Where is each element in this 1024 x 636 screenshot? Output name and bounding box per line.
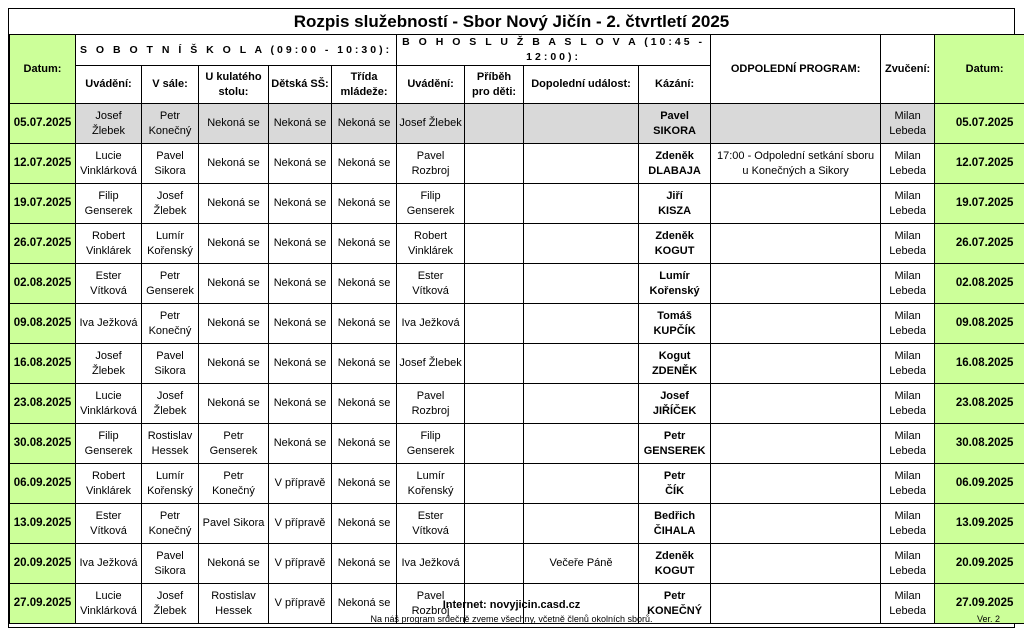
bs-story-cell [465,264,524,304]
ss-round-table-cell: Nekoná se [199,304,269,344]
date-header-right: Datum: [935,35,1024,104]
ss-usher-header: Uvádění: [76,66,142,104]
bs-story-cell [465,184,524,224]
ss-usher-cell: Josef Žlebek [76,104,142,144]
afternoon-program-cell [711,464,881,504]
bs-event-cell [524,144,639,184]
ss-round-table-cell: Petr Genserek [199,424,269,464]
table-row [10,104,1024,144]
ss-usher-cell: Lucie Vinklárková [76,144,142,184]
ss-usher-cell: Robert Vinklárek [76,464,142,504]
sound-header: Zvučení: [881,35,935,104]
ss-kids-cell: Nekoná se [269,144,332,184]
ss-round-table-cell: Nekoná se [199,344,269,384]
bs-usher-cell: Filip Genserek [397,424,465,464]
bs-sermon-cell [639,184,711,224]
preacher-last-name: DLABAJA [648,164,701,177]
ss-kids-cell: V přípravě [269,504,332,544]
bs-sermon-cell [639,224,711,264]
sound-cell: Milan Lebeda [881,544,935,584]
date-cell-left: 23.08.2025 [10,384,76,424]
table-row [10,144,1024,184]
date-cell-right: 19.07.2025 [935,184,1024,224]
sound-cell: Milan Lebeda [881,344,935,384]
bs-usher-cell: Lumír Kořenský [397,464,465,504]
preacher-first-name: Zdeněk [655,549,694,562]
preacher-last-name: KOGUT [654,244,695,257]
preacher-first-name: Petr [663,429,686,442]
bs-usher-cell: Filip Genserek [397,184,465,224]
table-row [10,384,1024,424]
worship-service-header: B O H O S L U Ž B A S L O V A (10:45 - 12:00): [397,35,711,66]
bs-event-cell [524,304,639,344]
bs-usher-cell: Robert Vinklárek [397,224,465,264]
bs-sermon-cell [639,304,711,344]
date-cell-left: 12.07.2025 [10,144,76,184]
ss-kids-cell: Nekoná se [269,224,332,264]
table-row [10,304,1024,344]
ss-usher-cell: Iva Ježková [76,304,142,344]
date-cell-right: 30.08.2025 [935,424,1024,464]
bs-usher-cell: Ester Vítková [397,264,465,304]
ss-youth-cell: Nekoná se [332,544,397,584]
ss-kids-cell: Nekoná se [269,344,332,384]
preacher-last-name: KONEČNÝ [647,604,703,617]
bs-usher-cell: Josef Žlebek [397,344,465,384]
ss-hall-cell: Petr Konečný [142,304,199,344]
preacher-last-name: KUPČÍK [653,324,696,337]
bs-event-cell: Večeře Páně [524,544,639,584]
afternoon-program-cell [711,104,881,144]
date-cell-right: 26.07.2025 [935,224,1024,264]
bs-story-header: Příběh pro děti: [465,66,524,104]
sabbath-school-header: S O B O T N Í Š K O L A (09:00 - 10:30): [76,35,397,66]
footer [9,598,1014,629]
ss-kids-cell: V přípravě [269,544,332,584]
footer-note: Na náš program srdečně zveme všechny, včetně členů okolních sborů. [370,614,653,624]
table-row [10,464,1024,504]
ss-youth-cell: Nekoná se [332,264,397,304]
date-cell-left: 19.07.2025 [10,184,76,224]
bs-story-cell [465,544,524,584]
schedule-body [10,35,1024,624]
bs-usher-cell: Iva Ježková [397,304,465,344]
bs-event-cell [524,224,639,264]
sound-cell: Milan Lebeda [881,304,935,344]
section-header-row [10,35,1024,66]
table-row [10,344,1024,384]
ss-kids-cell: Nekoná se [269,304,332,344]
ss-youth-header: Třída mládeže: [332,66,397,104]
schedule-table [9,34,1024,624]
ss-kids-cell: Nekoná se [269,184,332,224]
date-cell-left: 30.08.2025 [10,424,76,464]
ss-hall-cell: Josef Žlebek [142,584,199,624]
ss-round-table-cell: Petr Konečný [199,464,269,504]
bs-story-cell [465,384,524,424]
sound-cell: Milan Lebeda [881,104,935,144]
ss-youth-cell: Nekoná se [332,104,397,144]
date-cell-right: 12.07.2025 [935,144,1024,184]
bs-sermon-cell [639,264,711,304]
footer-internet: Internet: novyjicin.casd.cz [442,599,581,611]
bs-event-header: Dopolední událost: [524,66,639,104]
bs-sermon-cell [639,424,711,464]
table-row [10,264,1024,304]
ss-usher-cell: Josef Žlebek [76,344,142,384]
ss-round-table-cell: Nekoná se [199,224,269,264]
date-cell-left: 05.07.2025 [10,104,76,144]
ss-round-table-cell: Nekoná se [199,144,269,184]
bs-sermon-cell [639,144,711,184]
ss-usher-cell: Iva Ježková [76,544,142,584]
preacher-last-name: ČIHALA [653,524,696,537]
bs-event-cell [524,504,639,544]
date-cell-right: 27.09.2025 [935,584,1024,624]
date-cell-right: 05.07.2025 [935,104,1024,144]
date-cell-left: 20.09.2025 [10,544,76,584]
ss-youth-cell: Nekoná se [332,224,397,264]
sound-cell: Milan Lebeda [881,504,935,544]
preacher-first-name: Jiří [666,189,683,202]
ss-hall-cell: Lumír Kořenský [142,224,199,264]
ss-hall-cell: Petr Genserek [142,264,199,304]
ss-hall-cell: Petr Konečný [142,104,199,144]
ss-youth-cell: Nekoná se [332,144,397,184]
preacher-first-name: Zdeněk [655,229,694,242]
ss-round-table-cell: Nekoná se [199,104,269,144]
bs-story-cell [465,224,524,264]
ss-hall-cell: Rostislav Hessek [142,424,199,464]
ss-kids-cell: V přípravě [269,464,332,504]
date-cell-right: 20.09.2025 [935,544,1024,584]
ss-youth-cell: Nekoná se [332,304,397,344]
preacher-first-name: Josef [660,389,689,402]
ss-youth-cell: Nekoná se [332,504,397,544]
bs-event-cell [524,464,639,504]
date-cell-left: 16.08.2025 [10,344,76,384]
preacher-first-name: Petr [663,469,686,482]
preacher-first-name: Tomáš [657,309,692,322]
afternoon-program-cell [711,344,881,384]
table-row [10,504,1024,544]
bs-event-cell [524,344,639,384]
afternoon-program-cell [711,304,881,344]
ss-hall-cell: Josef Žlebek [142,184,199,224]
ss-usher-cell: Robert Vinklárek [76,224,142,264]
ss-hall-cell: Petr Konečný [142,504,199,544]
bs-usher-cell: Pavel Rozbroj [397,384,465,424]
bs-story-cell [465,104,524,144]
bs-usher-header: Uvádění: [397,66,465,104]
afternoon-program-cell [711,184,881,224]
date-cell-right: 02.08.2025 [935,264,1024,304]
ss-round-table-cell: Nekoná se [199,264,269,304]
sound-cell: Milan Lebeda [881,144,935,184]
preacher-last-name: GENSEREK [643,444,706,457]
sound-cell: Milan Lebeda [881,184,935,224]
ss-usher-cell: Ester Vítková [76,504,142,544]
bs-story-cell [465,504,524,544]
bs-usher-cell: Josef Žlebek [397,104,465,144]
bs-sermon-cell [639,104,711,144]
bs-sermon-cell [639,504,711,544]
date-cell-left: 13.09.2025 [10,504,76,544]
afternoon-program-cell [711,544,881,584]
ss-round-table-cell: Nekoná se [199,384,269,424]
ss-usher-cell: Filip Genserek [76,424,142,464]
ss-hall-cell: Josef Žlebek [142,384,199,424]
table-row [10,424,1024,464]
ss-hall-cell: Pavel Sikora [142,544,199,584]
bs-story-cell [465,424,524,464]
preacher-last-name: ČÍK [665,484,685,497]
ss-kids-cell: V přípravě [269,584,332,624]
ss-youth-cell: Nekoná se [332,584,397,624]
ss-usher-cell: Lucie Vinklárková [76,584,142,624]
bs-story-cell [465,344,524,384]
ss-round-table-cell: Nekoná se [199,184,269,224]
preacher-first-name: Pavel [660,109,689,122]
bs-usher-cell: Pavel Rozbroj [397,584,465,624]
bs-usher-cell: Pavel Rozbroj [397,144,465,184]
ss-youth-cell: Nekoná se [332,424,397,464]
bs-usher-cell: Iva Ježková [397,544,465,584]
ss-round-table-cell: Nekoná se [199,544,269,584]
ss-usher-cell: Lucie Vinklárková [76,384,142,424]
date-cell-left: 09.08.2025 [10,304,76,344]
preacher-last-name: Kořenský [649,284,700,297]
date-cell-right: 06.09.2025 [935,464,1024,504]
ss-hall-cell: Lumír Kořenský [142,464,199,504]
sound-cell: Milan Lebeda [881,224,935,264]
bs-sermon-cell [639,344,711,384]
page-title: Rozpis služebností - Sbor Nový Jičín - 2. čtvrtletí 2025 [9,9,1014,35]
table-row [10,544,1024,584]
ss-kids-header: Dětská SŠ: [269,66,332,104]
ss-hall-cell: Pavel Sikora [142,144,199,184]
bs-sermon-cell [639,544,711,584]
sound-cell: Milan Lebeda [881,264,935,304]
preacher-last-name: KOGUT [654,564,695,577]
ss-round-table-header: U kulatého stolu: [199,66,269,104]
sound-cell: Milan Lebeda [881,424,935,464]
afternoon-program-cell: 17:00 - Odpolední setkání sboru u Konečných a Sikory [711,144,881,184]
ss-kids-cell: Nekoná se [269,384,332,424]
afternoon-program-header: ODPOLEDNÍ PROGRAM: [711,35,881,104]
date-cell-right: 13.09.2025 [935,504,1024,544]
ss-kids-cell: Nekoná se [269,104,332,144]
bs-usher-cell: Ester Vítková [397,504,465,544]
ss-youth-cell: Nekoná se [332,464,397,504]
bs-story-cell [465,304,524,344]
date-cell-left: 06.09.2025 [10,464,76,504]
ss-round-table-cell: Rostislav Hessek [199,584,269,624]
schedule-sheet [8,8,1015,628]
bs-story-cell [465,464,524,504]
ss-hall-cell: Pavel Sikora [142,344,199,384]
sound-cell: Milan Lebeda [881,584,935,624]
version-label: Ver. 2 [976,614,1000,624]
date-cell-right: 16.08.2025 [935,344,1024,384]
date-cell-left: 02.08.2025 [10,264,76,304]
bs-sermon-header: Kázání: [639,66,711,104]
ss-youth-cell: Nekoná se [332,184,397,224]
date-cell-right: 09.08.2025 [935,304,1024,344]
bs-event-cell [524,184,639,224]
bs-sermon-cell [639,464,711,504]
ss-youth-cell: Nekoná se [332,344,397,384]
ss-youth-cell: Nekoná se [332,384,397,424]
sound-cell: Milan Lebeda [881,384,935,424]
preacher-first-name: Zdeněk [655,149,694,162]
ss-usher-cell: Ester Vítková [76,264,142,304]
ss-usher-cell: Filip Genserek [76,184,142,224]
bs-event-cell [524,384,639,424]
afternoon-program-cell [711,264,881,304]
table-row [10,184,1024,224]
preacher-first-name: Kogut [658,349,691,362]
ss-kids-cell: Nekoná se [269,264,332,304]
date-cell-left: 27.09.2025 [10,584,76,624]
afternoon-program-cell [711,424,881,464]
date-header-left: Datum: [10,35,76,104]
ss-round-table-cell: Pavel Sikora [199,504,269,544]
bs-event-cell [524,264,639,304]
afternoon-program-cell [711,224,881,264]
date-cell-left: 26.07.2025 [10,224,76,264]
ss-hall-header: V sále: [142,66,199,104]
bs-event-cell [524,424,639,464]
bs-sermon-cell [639,384,711,424]
preacher-last-name: KISZA [658,204,692,217]
table-row [10,224,1024,264]
preacher-last-name: JIŘÍČEK [652,404,697,417]
date-cell-right: 23.08.2025 [935,384,1024,424]
preacher-first-name: Petr [663,589,686,602]
preacher-last-name: SIKORA [653,124,696,137]
bs-story-cell [465,144,524,184]
ss-kids-cell: Nekoná se [269,424,332,464]
bs-event-cell [524,104,639,144]
preacher-first-name: Bedřich [654,509,696,522]
sound-cell: Milan Lebeda [881,464,935,504]
afternoon-program-cell [711,504,881,544]
afternoon-program-cell [711,384,881,424]
preacher-first-name: Lumír [659,269,690,282]
preacher-last-name: ZDENĚK [651,364,698,377]
